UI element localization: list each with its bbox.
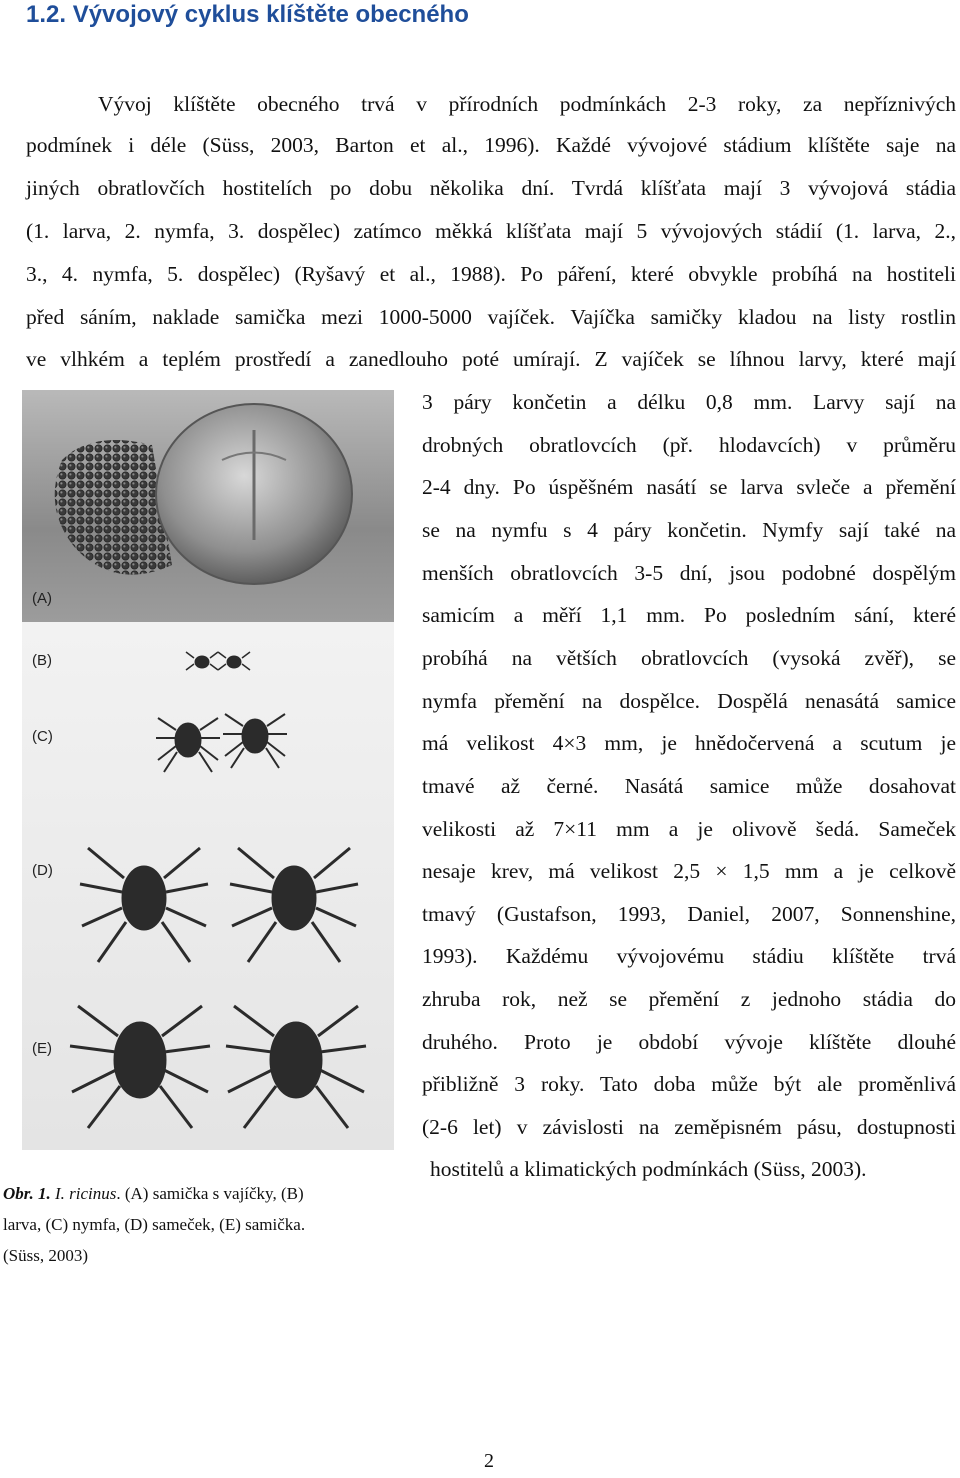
nymph-right [223, 714, 287, 768]
paragraph-line: 3., 4. nymfa, 5. dospělec) (Ryšavý et al., 1988). Po páření, které obvykle probíhá na hostiteli [26, 262, 956, 286]
female-left [70, 1006, 210, 1128]
paragraph-line: 1993). Každému vývojovému stádiu klíštěte trvá [422, 944, 956, 968]
paragraph-line: podmínek i déle (Süss, 2003, Barton et al., 1996). Každé vývojové stádium klíštěte saje na [26, 133, 956, 157]
paragraph-line: velikosti až 7×11 mm a je olivově šedá. Sameček [422, 817, 956, 841]
paragraph-line: probíhá na větších obratlovcích (vysoká zvěř), se [422, 646, 956, 670]
male-right [230, 848, 358, 962]
female-right [226, 1006, 366, 1128]
paragraph-line: tmavý (Gustafson, 1993, Daniel, 2007, Sonnenshine, [422, 902, 956, 926]
page-number: 2 [484, 1450, 494, 1472]
caption-line-3: (Süss, 2003) [3, 1246, 89, 1265]
figure-label-e: (E) [32, 1040, 52, 1057]
paragraph-line: se na nymfu s 4 páry končetin. Nymfy sají také na [422, 518, 956, 542]
figure-label-a: (A) [32, 590, 52, 607]
paragraph-line: před sáním, naklade samička mezi 1000-5000 vajíček. Vajíčka samičky kladou na listy rostlin [26, 305, 956, 329]
larva-left [186, 652, 218, 670]
paragraph-line: ve vlhkém a teplém prostředí a zanedlouho poté umírají. Z vajíček se líhnou larvy, které mají [26, 347, 956, 371]
paragraph-line: 3 páry končetin a délku 0,8 mm. Larvy sají na [422, 390, 956, 414]
paragraph-line: druhého. Proto je období vývoje klíštěte dlouhé [422, 1030, 956, 1054]
tick-stages-illustration [22, 622, 394, 1150]
paragraph-line: drobných obratlovcích (př. hlodavcích) v průměru [422, 433, 956, 457]
paragraph-line: má velikost 4×3 mm, je hnědočervená a scutum je [422, 731, 956, 755]
paragraph-line: (1. larva, 2. nymfa, 3. dospělec) zatímco měkká klíšťata mají 5 vývojových stádií (1. larva, 2., [26, 219, 956, 243]
paragraph-line: zhruba rok, než se přemění z jednoho stádia do [422, 987, 956, 1011]
paragraph-line: nymfa přemění na dospělce. Dospělá nenasátá samice [422, 689, 956, 713]
paragraph-line: tmavé až černé. Nasátá samice může dosahovat [422, 774, 956, 798]
tick-life-stages-figure [22, 390, 394, 1150]
male-left [80, 848, 208, 962]
paragraph-line: (2-6 let) v závislosti na zeměpisném pásu, dostupnosti [422, 1115, 956, 1139]
figure-label-d: (D) [32, 862, 53, 879]
paragraph-line: 2-4 dny. Po úspěšném nasátí se larva svleče a přemění [422, 475, 956, 499]
figure-panel-engorged-female [22, 390, 394, 622]
figure-label-c: (C) [32, 728, 53, 745]
caption-line-1 [3, 1178, 403, 1209]
figure-label-b: (B) [32, 652, 52, 669]
paragraph-line: Vývoj klíštěte obecného trvá v přírodních podmínkách 2-3 roky, za nepříznivých [98, 92, 956, 116]
paragraph-line: menších obratlovcích 3-5 dní, jsou podobné dospělým [422, 561, 956, 585]
larva-right [218, 652, 250, 670]
engorged-female-illustration [22, 390, 394, 622]
figure-caption [3, 1178, 403, 1271]
figure-panel-stages [22, 622, 394, 1150]
paragraph-line: nesaje krev, má velikost 2,5 × 1,5 mm a je celkově [422, 859, 956, 883]
paragraph-line: přibližně 3 roky. Tato doba může být ale proměnlivá [422, 1072, 956, 1096]
caption-prefix: Obr. 1. [3, 1184, 51, 1203]
paragraph-line: samicím a měří 1,1 mm. Po posledním sání, které [422, 603, 956, 627]
paragraph-line: jiných obratlovčích hostitelích po dobu několika dní. Tvrdá klíšťata mají 3 vývojová stádia [26, 176, 956, 200]
section-heading: 1.2. Vývojový cyklus klíštěte obecného [26, 1, 469, 28]
nymph-left [156, 718, 220, 772]
caption-text: . (A) samička s vajíčky, (B) [116, 1184, 304, 1203]
caption-species: I. ricinus [54, 1184, 117, 1203]
paragraph-line: hostitelů a klimatických podmínkách (Süss, 2003). [430, 1157, 867, 1181]
egg-cluster [55, 440, 172, 575]
caption-line-2: larva, (C) nymfa, (D) sameček, (E) samička. [3, 1215, 306, 1234]
